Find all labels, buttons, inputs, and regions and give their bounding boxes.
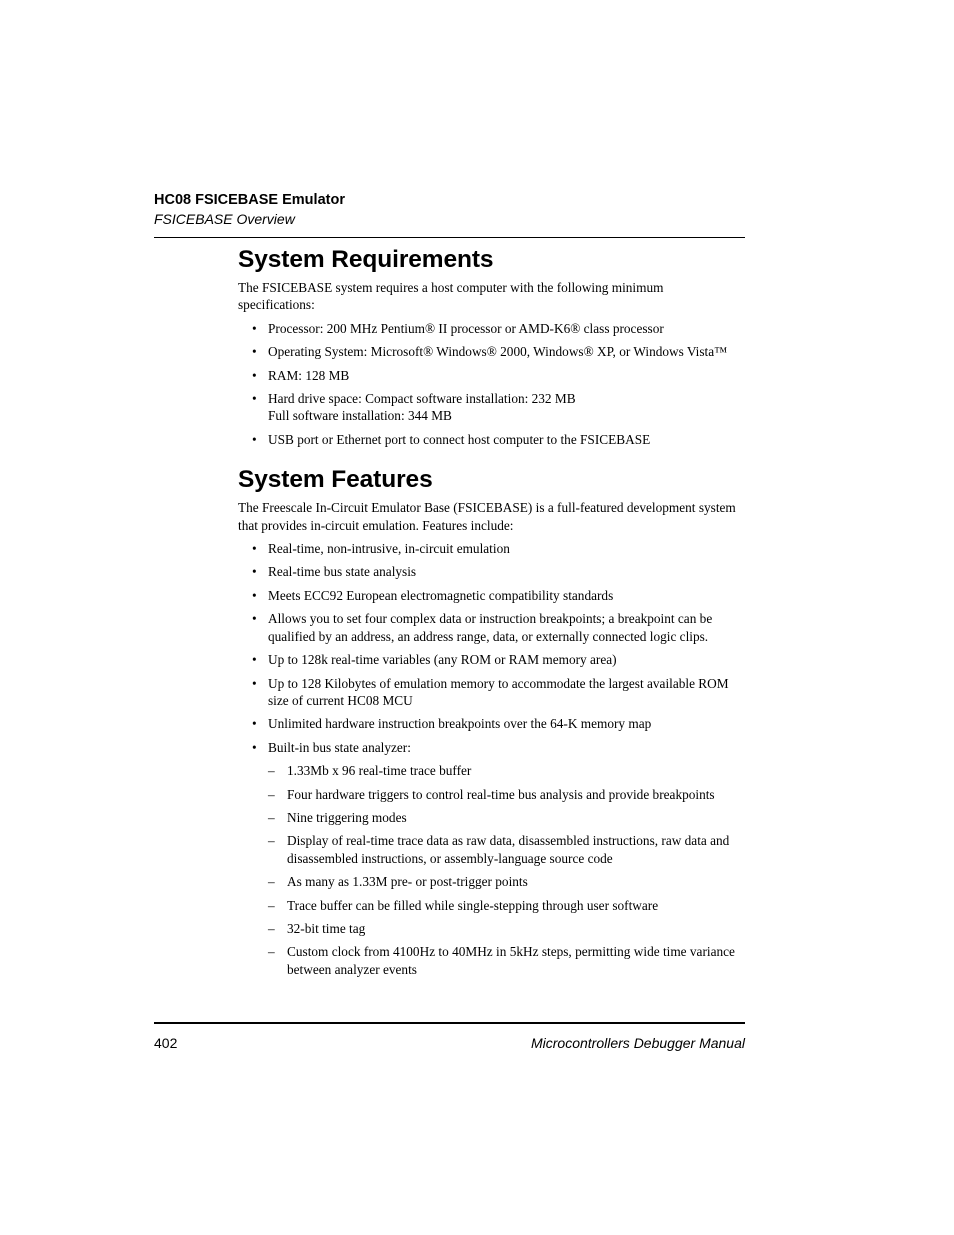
- list-item-text: Up to 128 Kilobytes of emulation memory to accommodate the largest available ROM size of current HC08 MCU: [268, 675, 729, 708]
- list-item: [238, 540, 743, 557]
- features-intro: The Freescale In-Circuit Emulator Base (FSICEBASE) is a full-featured development system that provides in-circuit emulation. Features include:: [238, 500, 736, 533]
- list-item: [238, 367, 743, 384]
- header-divider: [154, 237, 745, 238]
- running-header-subtitle: FSICEBASE Overview: [154, 211, 295, 227]
- sublist-item-text: As many as 1.33M pre- or post-trigger points: [287, 874, 528, 890]
- list-item: [238, 739, 743, 978]
- sublist-item-text: Four hardware triggers to control real-time bus analysis and provide breakpoints: [287, 786, 715, 802]
- dash-icon: –: [268, 944, 275, 960]
- list-item-text: Unlimited hardware instruction breakpoints over the 64-K memory map: [268, 716, 652, 732]
- sublist-item: [238, 920, 743, 937]
- sublist-item: [238, 943, 743, 978]
- list-item-text: Hard drive space: Compact software installation: 232 MB: [268, 391, 576, 407]
- page-number: 402: [154, 1035, 178, 1051]
- section-heading-system-requirements: System Requirements: [238, 246, 494, 273]
- list-item: [238, 390, 743, 425]
- list-item: [238, 587, 743, 604]
- sublist-item-text: 32-bit time tag: [287, 920, 366, 936]
- dash-icon: –: [268, 809, 275, 825]
- bullet-icon: •: [252, 391, 257, 407]
- list-item: [238, 343, 743, 360]
- list-item: [238, 320, 743, 337]
- sublist-item-text: Nine triggering modes: [287, 809, 407, 825]
- dash-icon: –: [268, 763, 275, 779]
- list-item: [238, 675, 743, 710]
- bullet-icon: •: [252, 587, 257, 603]
- bullet-icon: •: [252, 739, 257, 755]
- bullet-icon: •: [252, 431, 257, 447]
- running-header-title: HC08 FSICEBASE Emulator: [154, 192, 345, 208]
- bullet-icon: •: [252, 611, 257, 627]
- sublist-item: [238, 786, 743, 803]
- list-item: [238, 563, 743, 580]
- page-content: [238, 245, 743, 984]
- bullet-icon: •: [252, 344, 257, 360]
- dash-icon: –: [268, 897, 275, 913]
- sublist-item-text: Custom clock from 4100Hz to 40MHz in 5kHz steps, permitting wide time variance between analyzer events: [287, 944, 735, 977]
- list-item-text-continuation: Full software installation: 344 MB: [268, 408, 452, 424]
- list-item: [238, 431, 743, 448]
- dash-icon: –: [268, 920, 275, 936]
- sublist-item: [238, 762, 743, 779]
- sublist-item: [238, 897, 743, 914]
- bullet-icon: •: [252, 652, 257, 668]
- sublist-item: [238, 832, 743, 867]
- footer-divider: [154, 1022, 745, 1024]
- bullet-icon: •: [252, 541, 257, 557]
- bullet-icon: •: [252, 564, 257, 580]
- list-item: [238, 715, 743, 732]
- sublist-item-text: 1.33Mb x 96 real-time trace buffer: [287, 763, 472, 779]
- list-item-text: Up to 128k real-time variables (any ROM or RAM memory area): [268, 652, 617, 668]
- list-item-text: Meets ECC92 European electromagnetic compatibility standards: [268, 587, 614, 603]
- list-item-text: RAM: 128 MB: [268, 367, 350, 383]
- list-item-text: Processor: 200 MHz Pentium® II processor or AMD-K6® class processor: [268, 320, 664, 336]
- list-item-text: Built-in bus state analyzer:: [268, 739, 411, 755]
- dash-icon: –: [268, 833, 275, 849]
- list-item-text: Allows you to set four complex data or instruction breakpoints; a breakpoint can be qualified by an address, an address range, data, or externally connected logic clips.: [268, 611, 713, 644]
- manual-title: Microcontrollers Debugger Manual: [531, 1035, 745, 1051]
- requirements-list: [238, 320, 743, 448]
- bullet-icon: •: [252, 675, 257, 691]
- requirements-intro: The FSICEBASE system requires a host computer with the following minimum specifications:: [238, 280, 664, 313]
- list-item: [238, 651, 743, 668]
- sublist-item-text: Display of real-time trace data as raw data, disassembled instructions, raw data and disassembled instructions, or assembly-language source code: [287, 833, 730, 866]
- sublist-item: [238, 873, 743, 890]
- bullet-icon: •: [252, 320, 257, 336]
- bullet-icon: •: [252, 716, 257, 732]
- list-item: [238, 610, 743, 645]
- section-heading-system-features: System Features: [238, 466, 433, 494]
- bullet-icon: •: [252, 367, 257, 383]
- sublist-item-text: Trace buffer can be filled while single-stepping through user software: [287, 897, 659, 913]
- list-item-text: Operating System: Microsoft® Windows® 2000, Windows® XP, or Windows Vista™: [268, 344, 728, 360]
- analyzer-sublist: [238, 762, 743, 978]
- list-item-text: Real-time bus state analysis: [268, 564, 417, 580]
- dash-icon: –: [268, 874, 275, 890]
- dash-icon: –: [268, 786, 275, 802]
- list-item-text: USB port or Ethernet port to connect host computer to the FSICEBASE: [268, 431, 651, 447]
- list-item-text: Real-time, non-intrusive, in-circuit emulation: [268, 541, 510, 557]
- sublist-item: [238, 809, 743, 826]
- features-list: [238, 540, 743, 978]
